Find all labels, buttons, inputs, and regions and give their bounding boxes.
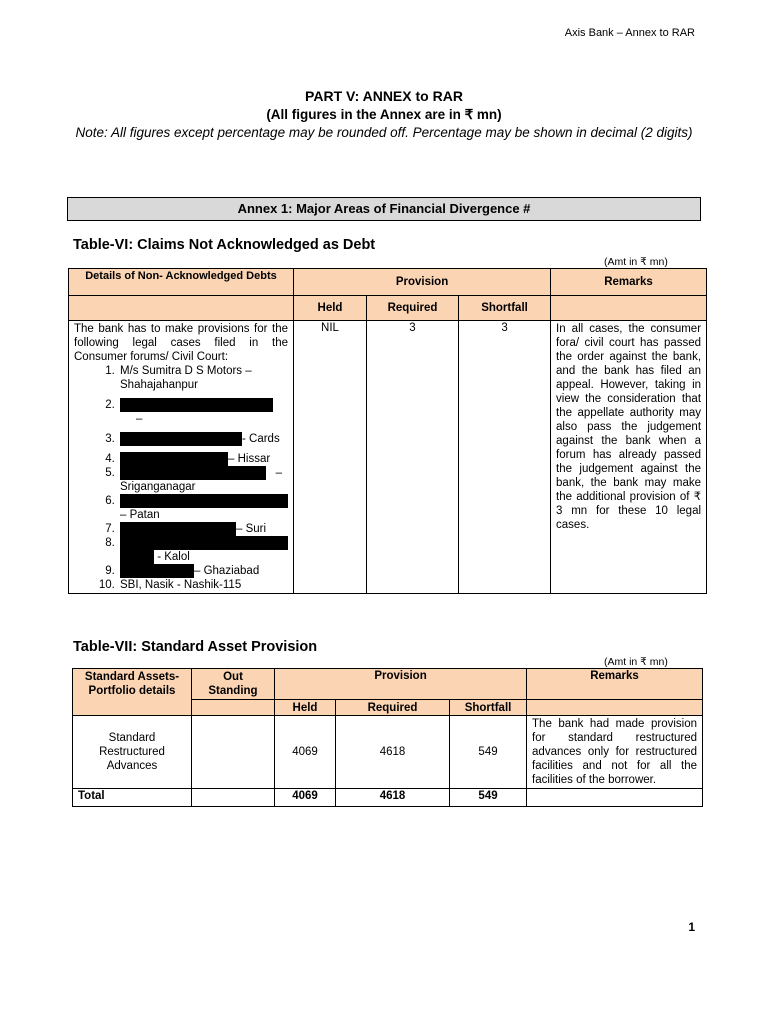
table6-intro: The bank has to make provisions for the following legal cases filed in the Consumer forums/ Civil Court: (74, 323, 288, 363)
running-header: Axis Bank – Annex to RAR (564, 27, 695, 39)
list-item: 5. – Sriganganagar (118, 466, 288, 494)
table6-details-cell (69, 321, 294, 594)
table7-shortfall-cell: 549 (450, 716, 527, 789)
part-title: PART V: ANNEX to RAR (305, 88, 463, 104)
table7-header-held: Held (275, 700, 336, 716)
redacted-block (120, 494, 288, 508)
table6-case-list (74, 364, 288, 592)
list-item: 8. - Kalol (118, 536, 288, 564)
list-item: 1. M/s Sumitra D S Motors – Shahajahanpur (118, 364, 288, 392)
table7-caption: Table-VII: Standard Asset Provision (73, 639, 318, 655)
table7-header-required: Required (336, 700, 450, 716)
table6-header-blank-remarks (551, 296, 707, 321)
table7-total-label: Total (73, 789, 192, 807)
table7-portfolio-cell: Standard Restructured Advances (73, 716, 192, 789)
table7-header-provision: Provision (275, 669, 527, 700)
table6-amount-note: (Amt in ₹ mn) (604, 256, 668, 268)
list-item: 10. SBI, Nasik - Nashik-115 (118, 578, 288, 592)
table7-header-shortfall: Shortfall (450, 700, 527, 716)
redacted-block (120, 432, 242, 446)
annex1-heading: Annex 1: Major Areas of Financial Divergence # (67, 197, 701, 221)
page-number: 1 (688, 920, 695, 934)
table6-header-held: Held (294, 296, 367, 321)
table7-outstanding-cell (192, 716, 275, 789)
table7-total-outstanding (192, 789, 275, 807)
list-item: 3. - Cards (118, 432, 288, 452)
redacted-block (120, 536, 288, 550)
table7 (72, 668, 703, 807)
table7-required-cell: 4618 (336, 716, 450, 789)
table6-header-blank (69, 296, 294, 321)
table7-remarks-cell: The bank had made provision for standard restructured advances only for restructured facilities and not for all the facilities of the borrower. (527, 716, 703, 789)
table7-total-required: 4618 (336, 789, 450, 807)
table6-caption: Table-VI: Claims Not Acknowledged as Debt (73, 237, 376, 253)
table6 (68, 268, 707, 594)
redacted-block (120, 564, 194, 578)
table6-header-remarks: Remarks (551, 269, 707, 296)
part-subtitle: (All figures in the Annex are in ₹ mn) (266, 107, 502, 122)
redacted-block (120, 522, 236, 536)
table7-header-outstanding: Out Standing (192, 669, 275, 700)
table7-held-cell: 4069 (275, 716, 336, 789)
table7-amount-note: (Amt in ₹ mn) (604, 656, 668, 668)
list-item: 9. – Ghaziabad (118, 564, 288, 578)
redacted-block (120, 466, 266, 480)
table7-header-portfolio: Standard Assets-Portfolio details (73, 669, 192, 716)
table7-total-shortfall: 549 (450, 789, 527, 807)
table7-total-remarks (527, 789, 703, 807)
table6-required-cell: 3 (367, 321, 459, 594)
redacted-block (120, 452, 228, 466)
table6-header-details: Details of Non- Acknowledged Debts (69, 269, 294, 296)
list-item: 2. – (118, 392, 288, 432)
list-item: 6. – Patan (118, 494, 288, 522)
redacted-block (120, 550, 154, 564)
table6-header-required: Required (367, 296, 459, 321)
list-item: 7. – Suri (118, 522, 288, 536)
table7-header-blank-remarks (527, 700, 703, 716)
table6-shortfall-cell: 3 (459, 321, 551, 594)
table7-header-blank (192, 700, 275, 716)
table7-total-held: 4069 (275, 789, 336, 807)
list-item: 4. – Hissar (118, 452, 288, 466)
table6-header-provision: Provision (294, 269, 551, 296)
redacted-block (120, 398, 273, 412)
table6-held-cell: NIL (294, 321, 367, 594)
rounding-note: Note: All figures except percentage may be rounded off. Percentage may be shown in decimal (2 digits) (75, 125, 693, 140)
table6-remarks-cell: In all cases, the consumer fora/ civil court has passed the order against the bank, and the bank has filed an appeal. However, taking in view the consideration that the appellate authority may also pass the judgement against the bank when a forum has already passed the judgement against the bank, the bank may make the additional provision of ₹ 3 mn for these 10 legal cases. (551, 321, 707, 594)
table7-header-remarks: Remarks (527, 669, 703, 700)
table6-header-shortfall: Shortfall (459, 296, 551, 321)
